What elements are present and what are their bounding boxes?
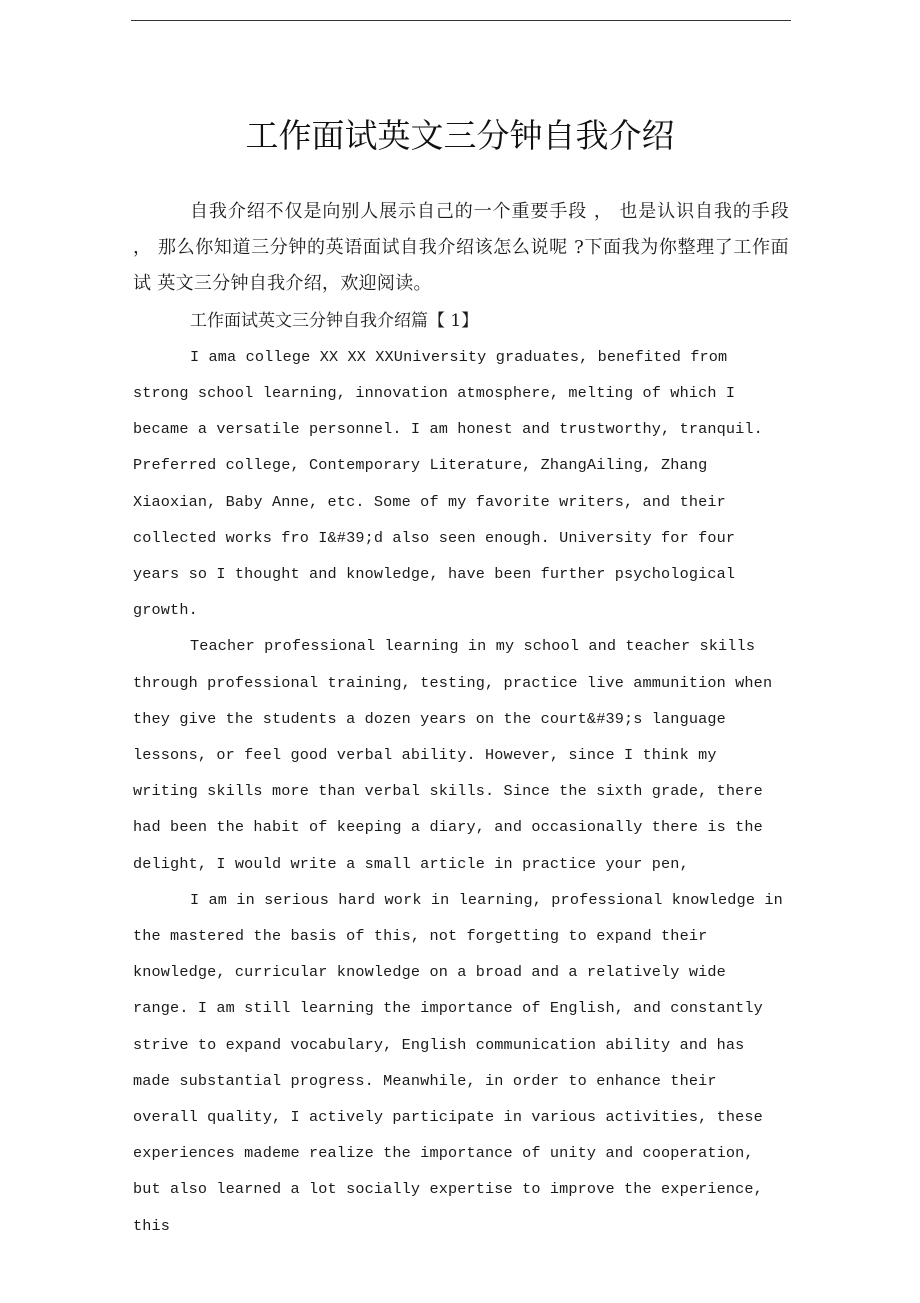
intro-paragraph: 自我介绍不仅是向别人展示自己的一个重要手段 ， 也是认识自我的手段 ， 那么你知道三分钟的英语面试自我介绍该怎么说呢 ?下面我为你整理了工作面试 英文三分钟自我介绍，欢迎阅读。	[133, 201, 789, 295]
body-paragraph-3: I am in serious hard work in learning, professional knowledge in the mastered the basis of this, not forgetting to expand their knowledge, curricular knowledge on a broad and a relatively wide range. I am still learning the importance of English, and constantly strive to expand vocabulary, English communication ability and has made substantial progress. Meanwhile, in order to enhance their overall quality, I actively participate in various activities, these experiences mademe realize the importance of unity and cooperation, but also learned a lot socially expertise to improve the experience, this	[133, 890, 783, 1235]
body-paragraph-1: I ama college XX XX XXUniversity graduates, benefited from strong school learning, innovation atmosphere, melting of which I became a versatile personnel. I am honest and trustworthy, tranquil. Preferred college, Contemporary Literature, ZhangAiling, Zhang Xiaoxian, Baby Anne, etc. Some of my favorite writers, and their collected works fro I&#39;d also seen enough. University for four years so I thought and knowledge, have been further psychological growth.	[133, 347, 763, 620]
header-rule	[131, 20, 791, 21]
section-heading: 工作面试英文三分钟自我介绍篇【 1】	[190, 310, 479, 331]
body-paragraph-2: Teacher professional learning in my school and teacher skills through professional training, testing, practice live ammunition when they give the students a dozen years on the court&#39;s language lessons, or feel good verbal ability. However, since I think my writing skills more than verbal skills. Since the sixth grade, there had been the habit of keeping a diary, and occasionally there is the delight, I would write a small article in practice your pen,	[133, 637, 773, 873]
document-body	[133, 194, 789, 1244]
document-title: 工作面试英文三分钟自我介绍	[245, 116, 675, 155]
